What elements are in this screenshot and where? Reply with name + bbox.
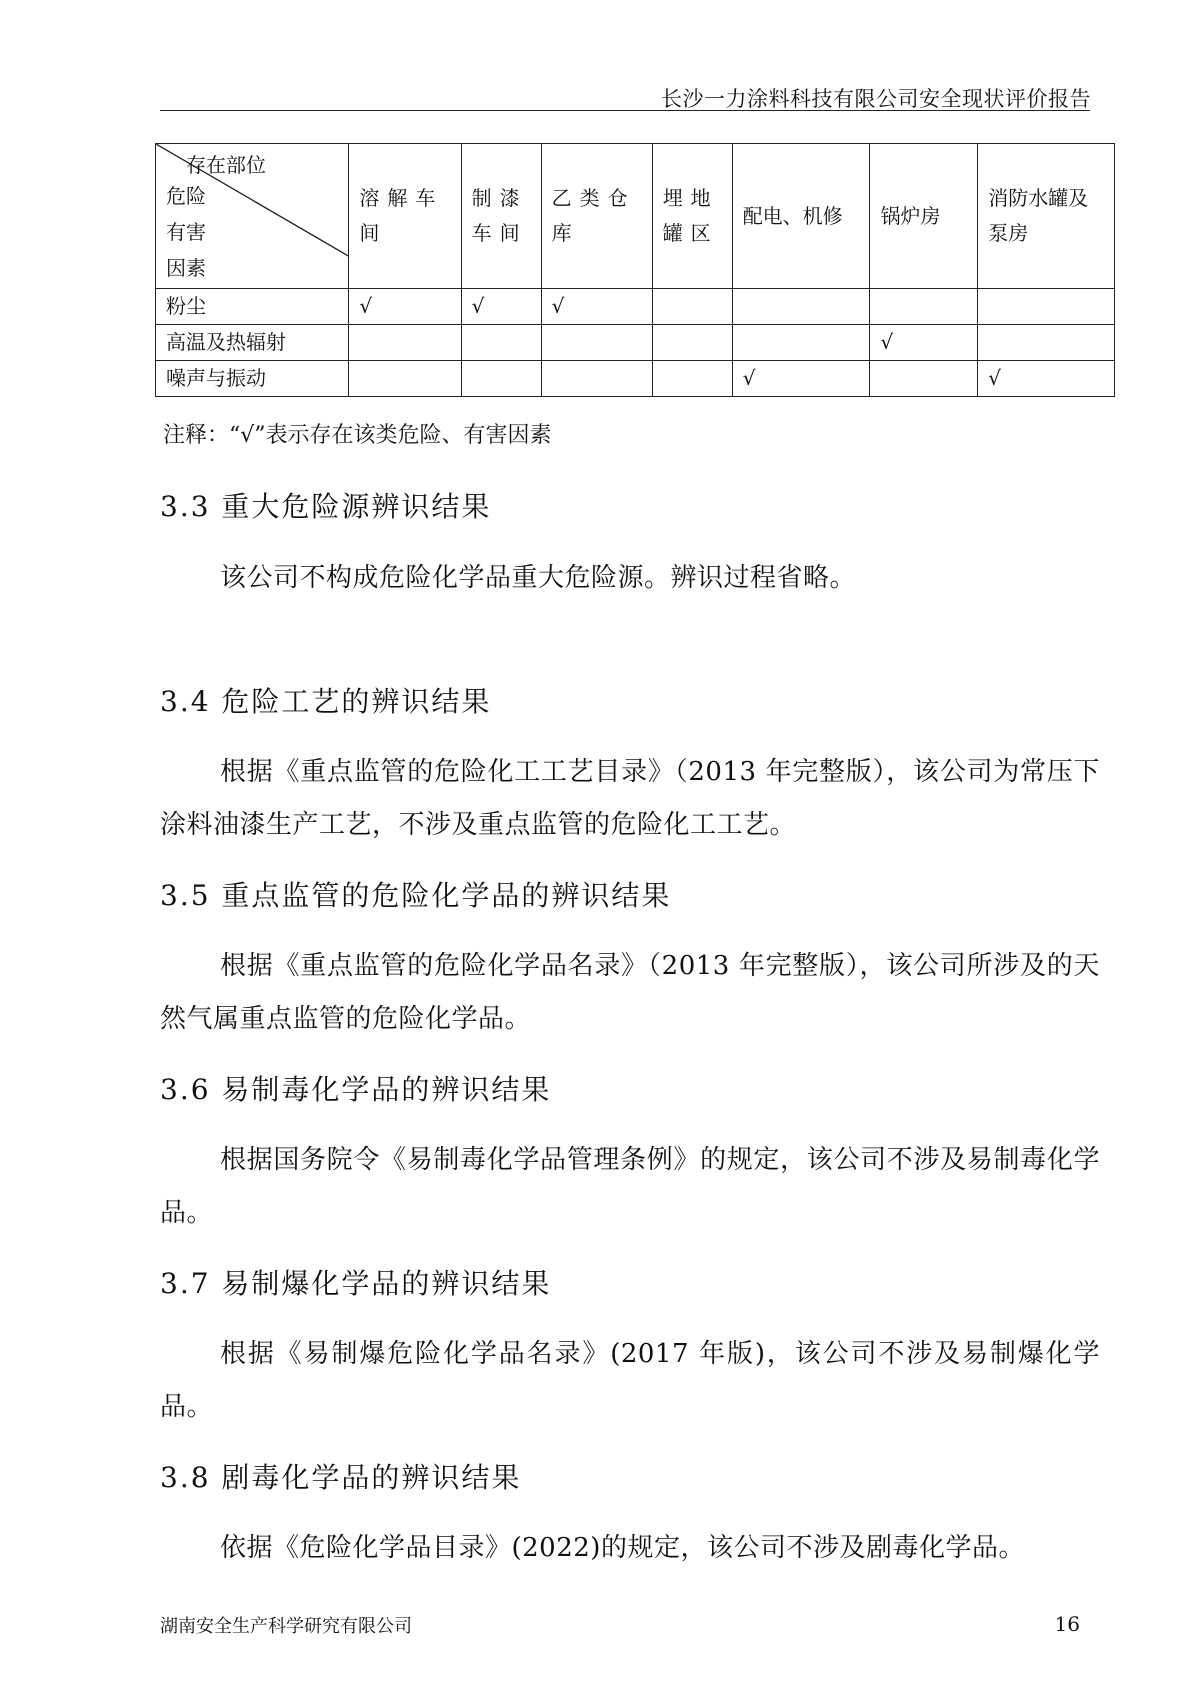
mark-cell xyxy=(870,361,978,397)
mark-cell: √ xyxy=(541,289,652,325)
section-body: 根据《重点监管的危险化学品名录》（2013 年完整版），该公司所涉及的天然气属重点监管的危险化学品。 xyxy=(160,951,1100,1034)
corner-label-line: 有害 xyxy=(166,220,206,244)
corner-label-line: 危险 xyxy=(166,184,206,208)
column-header: 制漆车间 xyxy=(461,144,541,289)
section-heading: 3.8 剧毒化学品的辨识结果 xyxy=(160,1461,522,1494)
table-row xyxy=(156,325,1115,361)
corner-label-location: 存在部位 xyxy=(186,153,266,177)
column-header: 溶解车间 xyxy=(349,144,461,289)
column-header: 埋地罐区 xyxy=(652,144,732,289)
mark-cell xyxy=(349,325,461,361)
mark-cell xyxy=(870,289,978,325)
mark-cell: √ xyxy=(978,361,1115,397)
section-heading: 3.6 易制毒化学品的辨识结果 xyxy=(160,1073,552,1106)
corner-label-factor xyxy=(166,178,206,286)
mark-cell xyxy=(978,289,1115,325)
section-body: 依据《危险化学品目录》(2022)的规定，该公司不涉及剧毒化学品。 xyxy=(220,1533,1025,1563)
mark-cell xyxy=(978,325,1115,361)
column-header: 消防水罐及泵房 xyxy=(978,144,1115,289)
column-header: 锅炉房 xyxy=(870,144,978,289)
mark-cell: √ xyxy=(461,289,541,325)
mark-cell: √ xyxy=(870,325,978,361)
section-body: 根据国务院令《易制毒化学品管理条例》的规定，该公司不涉及易制毒化学品。 xyxy=(160,1145,1100,1228)
header-rule xyxy=(160,110,1090,111)
section-heading: 3.5 重点监管的危险化学品的辨识结果 xyxy=(160,879,672,912)
row-label: 粉尘 xyxy=(156,289,349,325)
footer-organization: 湖南安全生产科学研究有限公司 xyxy=(160,1616,412,1637)
row-label: 高温及热辐射 xyxy=(156,325,349,361)
table-row xyxy=(156,361,1115,397)
mark-cell: √ xyxy=(349,289,461,325)
section-body: 根据《重点监管的危险化工工艺目录》（2013 年完整版），该公司为常压下涂料油漆生产工艺，不涉及重点监管的危险化工工艺。 xyxy=(160,757,1100,840)
mark-cell xyxy=(652,361,732,397)
section-heading: 3.3 重大危险源辨识结果 xyxy=(160,490,492,523)
mark-cell xyxy=(349,361,461,397)
table-row xyxy=(156,289,1115,325)
table-corner-cell xyxy=(156,144,349,289)
mark-cell xyxy=(461,325,541,361)
table-note: 注释：“√”表示存在该类危险、有害因素 xyxy=(163,423,552,448)
section-body: 根据《易制爆危险化学品名录》(2017 年版)，该公司不涉及易制爆化学品。 xyxy=(160,1339,1100,1422)
column-header: 配电、机修 xyxy=(732,144,870,289)
mark-cell xyxy=(652,289,732,325)
corner-label-line: 因素 xyxy=(166,256,206,280)
mark-cell xyxy=(541,361,652,397)
mark-cell xyxy=(732,289,870,325)
hazard-distribution-table xyxy=(155,143,1115,397)
mark-cell xyxy=(652,325,732,361)
mark-cell xyxy=(461,361,541,397)
section-body: 该公司不构成危险化学品重大危险源。辨识过程省略。 xyxy=(220,563,857,593)
row-label: 噪声与振动 xyxy=(156,361,349,397)
page-header-title: 长沙一力涂料科技有限公司安全现状评价报告 xyxy=(661,87,1091,111)
mark-cell xyxy=(541,325,652,361)
section-heading: 3.4 危险工艺的辨识结果 xyxy=(160,685,492,718)
mark-cell xyxy=(732,325,870,361)
section-heading: 3.7 易制爆化学品的辨识结果 xyxy=(160,1267,552,1300)
page-number: 16 xyxy=(1054,1612,1080,1636)
column-header: 乙类仓库 xyxy=(541,144,652,289)
mark-cell: √ xyxy=(732,361,870,397)
